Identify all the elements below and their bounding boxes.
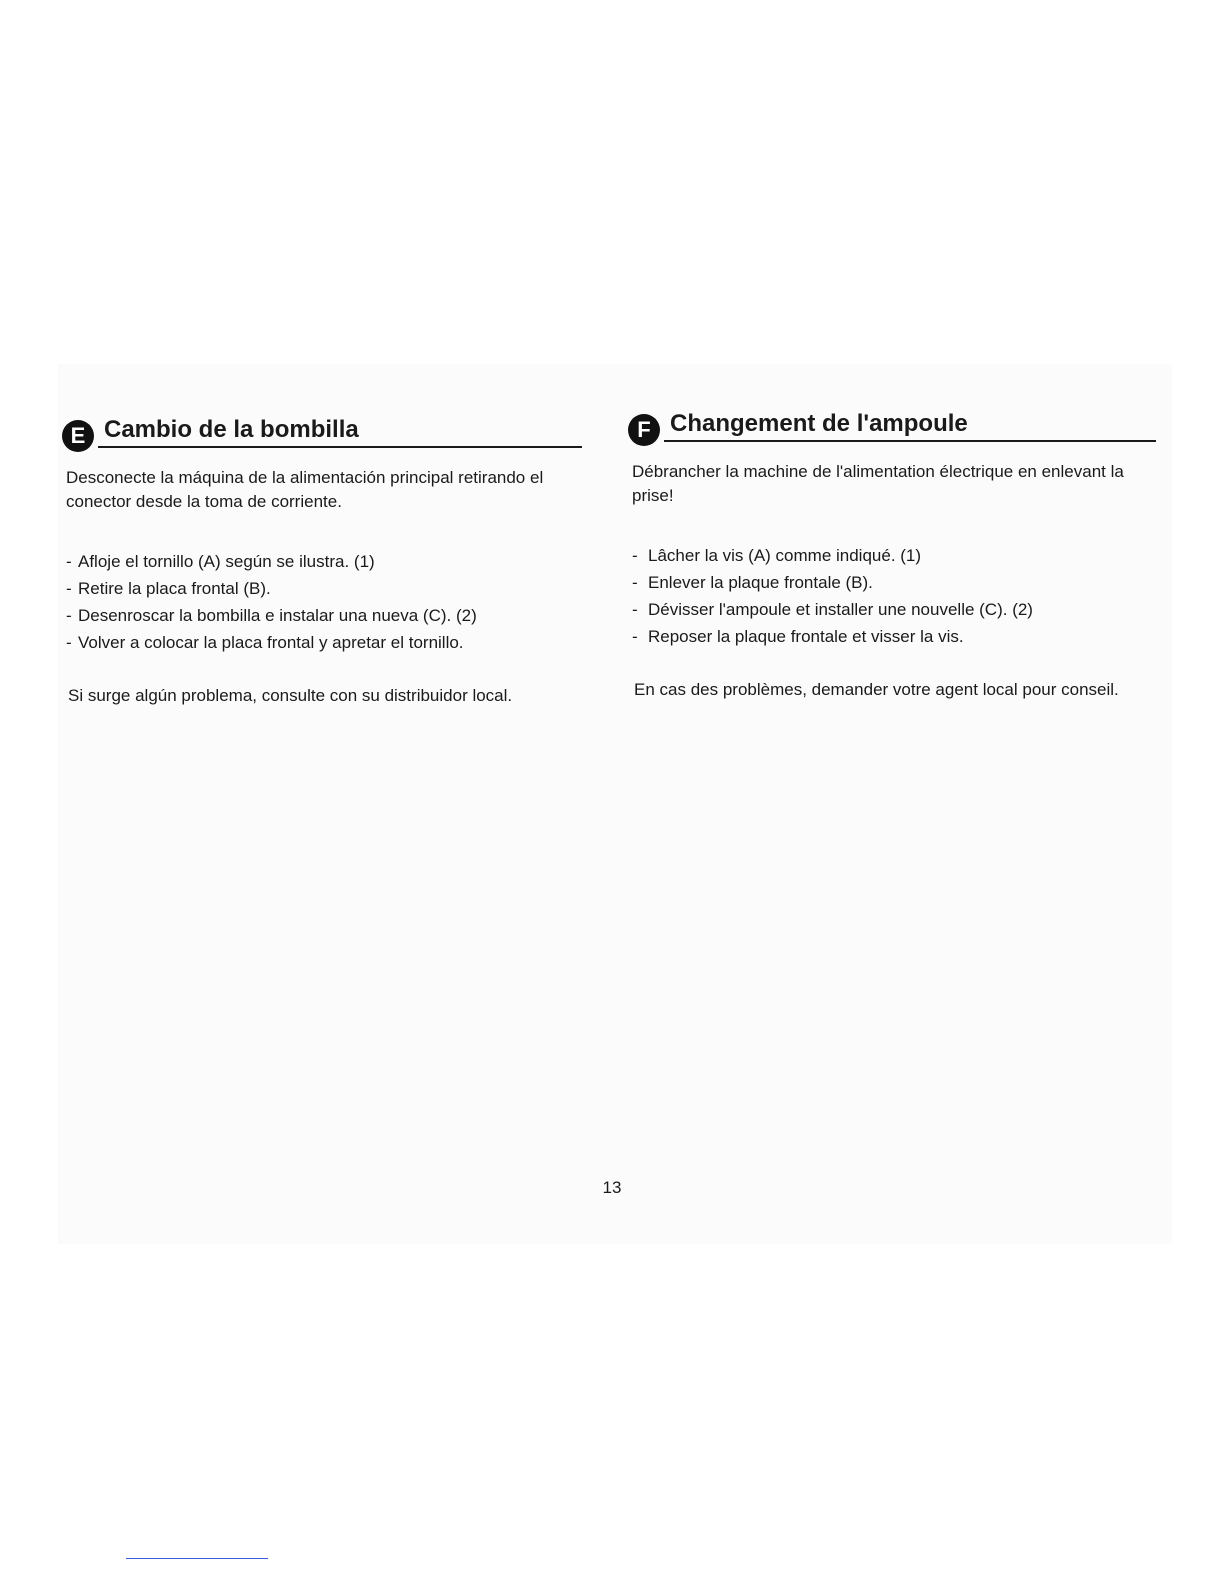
step-item bbox=[632, 542, 1156, 569]
language-badge-f bbox=[628, 414, 660, 446]
step-text: Desenroscar la bombilla e instalar una nueva (C). (2) bbox=[78, 606, 477, 625]
closing-note: En cas des problèmes, demander votre agent local pour conseil. bbox=[634, 680, 1119, 699]
step-text: Dévisser l'ampoule et installer une nouvelle (C). (2) bbox=[648, 600, 1033, 619]
intro-paragraph: Débrancher la machine de l'alimentation électrique en enlevant la prise! bbox=[632, 462, 1124, 505]
french-section bbox=[628, 402, 1156, 702]
step-text: Enlever la plaque frontale (B). bbox=[648, 573, 873, 592]
language-badge-letter: F bbox=[637, 417, 651, 442]
closing-note: Si surge algún problema, consulte con su distribuidor local. bbox=[68, 686, 513, 705]
step-dash: - bbox=[66, 552, 72, 571]
step-item bbox=[66, 548, 582, 575]
heading-underline bbox=[664, 440, 1156, 442]
step-item bbox=[66, 602, 582, 629]
step-item bbox=[66, 575, 582, 602]
page-number: 13 bbox=[602, 1178, 622, 1197]
step-list bbox=[66, 548, 582, 656]
step-dash: - bbox=[632, 573, 638, 592]
spanish-section bbox=[62, 408, 582, 708]
step-text: Afloje el tornillo (A) según se ilustra. (1) bbox=[78, 552, 375, 571]
step-list bbox=[632, 542, 1156, 650]
spanish-heading-row bbox=[62, 408, 582, 448]
section-title: Cambio de la bombilla bbox=[104, 416, 359, 443]
step-dash: - bbox=[632, 546, 638, 565]
footer-rule bbox=[126, 1558, 268, 1559]
step-item bbox=[632, 596, 1156, 623]
step-text: Reposer la plaque frontale et visser la vis. bbox=[648, 627, 964, 646]
language-badge-e bbox=[62, 420, 94, 452]
step-item bbox=[66, 629, 582, 656]
step-dash: - bbox=[632, 627, 638, 646]
step-dash: - bbox=[66, 606, 72, 625]
french-heading-row bbox=[628, 402, 1156, 442]
step-dash: - bbox=[66, 633, 72, 652]
step-item bbox=[632, 569, 1156, 596]
step-dash: - bbox=[632, 600, 638, 619]
heading-underline bbox=[98, 446, 582, 448]
step-text: Retire la placa frontal (B). bbox=[78, 579, 271, 598]
intro-paragraph: Desconecte la máquina de la alimentación principal retirando el conector desde la toma de corriente. bbox=[66, 468, 544, 511]
step-text: Lâcher la vis (A) comme indiqué. (1) bbox=[648, 546, 922, 565]
step-dash: - bbox=[66, 579, 72, 598]
step-text: Volver a colocar la placa frontal y apretar el tornillo. bbox=[78, 633, 464, 652]
section-title: Changement de l'ampoule bbox=[670, 410, 968, 437]
step-item bbox=[632, 623, 1156, 650]
language-badge-letter: E bbox=[70, 423, 86, 448]
